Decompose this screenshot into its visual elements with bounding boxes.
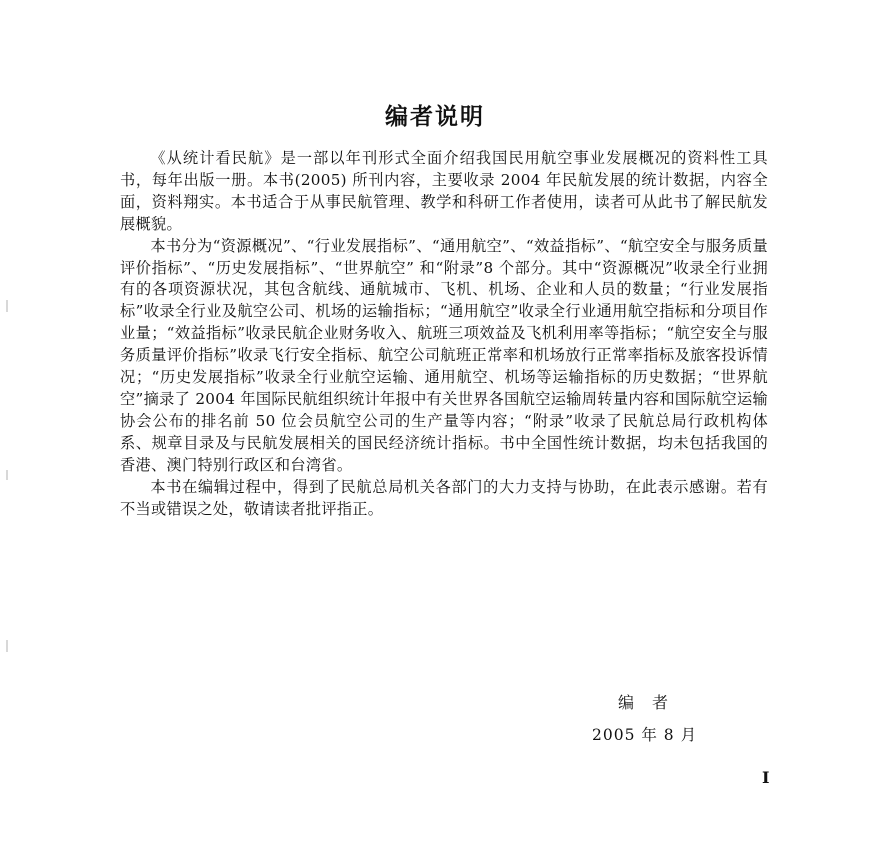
paragraph-structure: 本书分为“资源概况”、“行业发展指标”、“通用航空”、“效益指标”、“航空安全与服务质量评价指标”、“历史发展指标”、“世界航空” 和“附录”8 个部分。其中“资源概况”收录全行业拥有的各项资源状况，其包含航线、通航城市、飞机、机场、企业和人员的数量；“行业发展指标”收录全行业及航空公司、机场的运输指标；“通用航空”收录全行业通用航空指标和分项目作业量；“效益指标”收录民航企业财务收入、航班三项效益及飞机利用率等指标；“航空安全与服务质量评价指标”收录飞行安全指标、航空公司航班正常率和机场放行正常率指标及旅客投诉情况；“历史发展指标”收录全行业航空运输、通用航空、机场等运输指标的历史数据；“世界航空”摘录了 2004 年国际民航组织统计年报中有关世界各国航空运输周转量内容和国际航空运输协会公布的排名前 50 位会员航空公司的生产量等内容；“附录”收录了民航总局行政机构体系、规章目录及与民航发展相关的国民经济统计指标。书中全国性统计数据，均未包括我国的香港、澳门特别行政区和台湾省。 <box>120 236 768 474</box>
page-title: 编者说明 <box>385 104 485 130</box>
scan-edge-mark <box>6 640 8 652</box>
publication-date: 2005 年 8 月 <box>592 726 698 744</box>
paragraph-thanks: 本书在编辑过程中，得到了民航总局机关各部门的大力支持与协助，在此表示感谢。若有不当或错误之处，敬请读者批评指正。 <box>120 477 768 518</box>
scan-edge-mark <box>6 470 8 480</box>
paragraph-intro: 《从统计看民航》是一部以年刊形式全面介绍我国民用航空事业发展概况的资料性工具书，每年出版一册。本书(2005) 所刊内容，主要收录 2004 年民航发展的统计数据，内容全面，资料翔实。本书适合于从事民航管理、教学和科研工作者使用，读者可从此书了解民航发展概貌。 <box>120 149 768 233</box>
editor-signature: 编者 <box>618 693 687 712</box>
page-number: I <box>762 768 770 787</box>
scan-edge-mark <box>6 300 8 312</box>
document-body <box>120 148 768 520</box>
